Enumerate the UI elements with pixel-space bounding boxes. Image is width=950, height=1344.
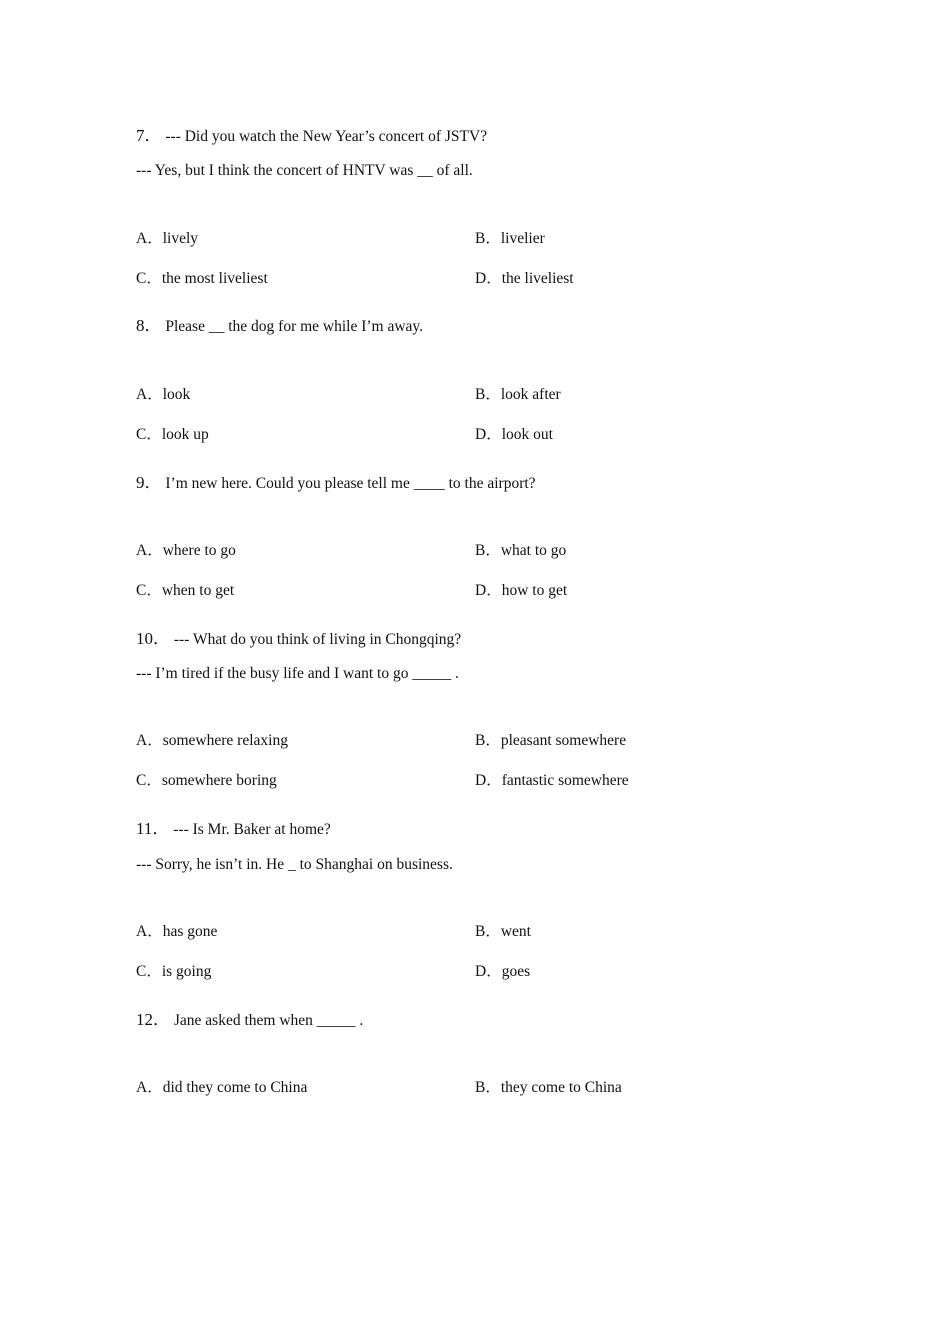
- question-10-option-a[interactable]: [136, 731, 288, 751]
- question-10-option-d[interactable]: [475, 771, 629, 791]
- question-12-number: 12．: [136, 1010, 170, 1029]
- option-letter: C．: [136, 963, 162, 980]
- option-text: look up: [161, 426, 209, 443]
- option-letter: D．: [475, 963, 502, 980]
- option-letter: B．: [475, 732, 501, 749]
- option-text: look: [162, 386, 191, 403]
- option-text: look out: [501, 426, 553, 443]
- question-7-option-b[interactable]: [475, 229, 545, 249]
- option-letter: D．: [475, 270, 502, 287]
- option-letter: C．: [136, 772, 162, 789]
- question-8-line-1: [136, 316, 423, 337]
- question-12-line-1: [136, 1010, 363, 1031]
- question-9-text: I’m new here. Could you please tell me ____ to the airport?: [165, 475, 536, 492]
- question-8-number: 8．: [136, 316, 162, 335]
- option-letter: B．: [475, 923, 501, 940]
- option-text: goes: [501, 963, 531, 980]
- question-10-number: 10．: [136, 629, 170, 648]
- option-text: did they come to China: [162, 1079, 308, 1096]
- question-8-option-c[interactable]: [136, 425, 209, 445]
- option-text: when to get: [161, 582, 235, 599]
- question-7-option-d[interactable]: [475, 269, 574, 289]
- question-8-option-d[interactable]: [475, 425, 553, 445]
- question-11-option-c[interactable]: [136, 962, 211, 982]
- option-text: has gone: [162, 923, 218, 940]
- question-12-option-a[interactable]: [136, 1078, 307, 1098]
- question-7-number: 7．: [136, 126, 162, 145]
- question-8-option-b[interactable]: [475, 385, 561, 405]
- option-letter: D．: [475, 582, 502, 599]
- question-9-line-1: [136, 473, 536, 494]
- option-text: they come to China: [500, 1079, 622, 1096]
- option-text: is going: [161, 963, 212, 980]
- question-9-option-c[interactable]: [136, 581, 234, 601]
- question-8-option-a[interactable]: [136, 385, 190, 405]
- option-text: somewhere boring: [161, 772, 277, 789]
- option-text: went: [500, 923, 531, 940]
- option-letter: A．: [136, 732, 163, 749]
- question-10-line-2: --- I’m tired if the busy life and I want to go _____ .: [136, 665, 459, 682]
- question-9-option-b[interactable]: [475, 541, 566, 561]
- question-11-line-1: [136, 819, 331, 840]
- question-7-text: --- Did you watch the New Year’s concert of JSTV?: [165, 128, 488, 145]
- option-letter: A．: [136, 1079, 163, 1096]
- option-letter: B．: [475, 1079, 501, 1096]
- option-letter: B．: [475, 386, 501, 403]
- question-9-option-d[interactable]: [475, 581, 567, 601]
- option-letter: B．: [475, 230, 501, 247]
- question-7-option-c[interactable]: [136, 269, 268, 289]
- option-letter: C．: [136, 270, 162, 287]
- question-11-number: 11．: [136, 819, 170, 838]
- option-letter: C．: [136, 426, 162, 443]
- option-text: look after: [500, 386, 561, 403]
- question-10-option-b[interactable]: [475, 731, 626, 751]
- question-11-option-d[interactable]: [475, 962, 530, 982]
- option-letter: C．: [136, 582, 162, 599]
- question-7-line-2: --- Yes, but I think the concert of HNTV was __ of all.: [136, 162, 473, 179]
- option-text: fantastic somewhere: [501, 772, 629, 789]
- question-10-option-c[interactable]: [136, 771, 277, 791]
- option-letter: A．: [136, 386, 163, 403]
- option-text: livelier: [500, 230, 545, 247]
- question-10-line-1: [136, 629, 461, 650]
- question-9-option-a[interactable]: [136, 541, 236, 561]
- question-11-option-b[interactable]: [475, 922, 531, 942]
- option-text: how to get: [501, 582, 568, 599]
- question-11-text: --- Is Mr. Baker at home?: [173, 821, 331, 838]
- option-text: pleasant somewhere: [500, 732, 627, 749]
- option-letter: A．: [136, 230, 163, 247]
- option-letter: A．: [136, 923, 163, 940]
- question-12-option-b[interactable]: [475, 1078, 622, 1098]
- question-9-number: 9．: [136, 473, 162, 492]
- option-letter: D．: [475, 772, 502, 789]
- option-text: where to go: [162, 542, 236, 559]
- option-text: the most liveliest: [161, 270, 268, 287]
- question-12-text: Jane asked them when _____ .: [173, 1012, 364, 1029]
- question-11-line-2: --- Sorry, he isn’t in. He _ to Shanghai on business.: [136, 856, 453, 873]
- question-10-text: --- What do you think of living in Chongqing?: [173, 631, 462, 648]
- question-8-text: Please __ the dog for me while I’m away.: [165, 318, 424, 335]
- option-letter: B．: [475, 542, 501, 559]
- question-11-option-a[interactable]: [136, 922, 217, 942]
- option-letter: A．: [136, 542, 163, 559]
- option-text: somewhere relaxing: [162, 732, 288, 749]
- option-letter: D．: [475, 426, 502, 443]
- option-text: lively: [162, 230, 199, 247]
- question-7-option-a[interactable]: [136, 229, 198, 249]
- option-text: what to go: [500, 542, 567, 559]
- option-text: the liveliest: [501, 270, 574, 287]
- question-7-line-1: [136, 126, 487, 147]
